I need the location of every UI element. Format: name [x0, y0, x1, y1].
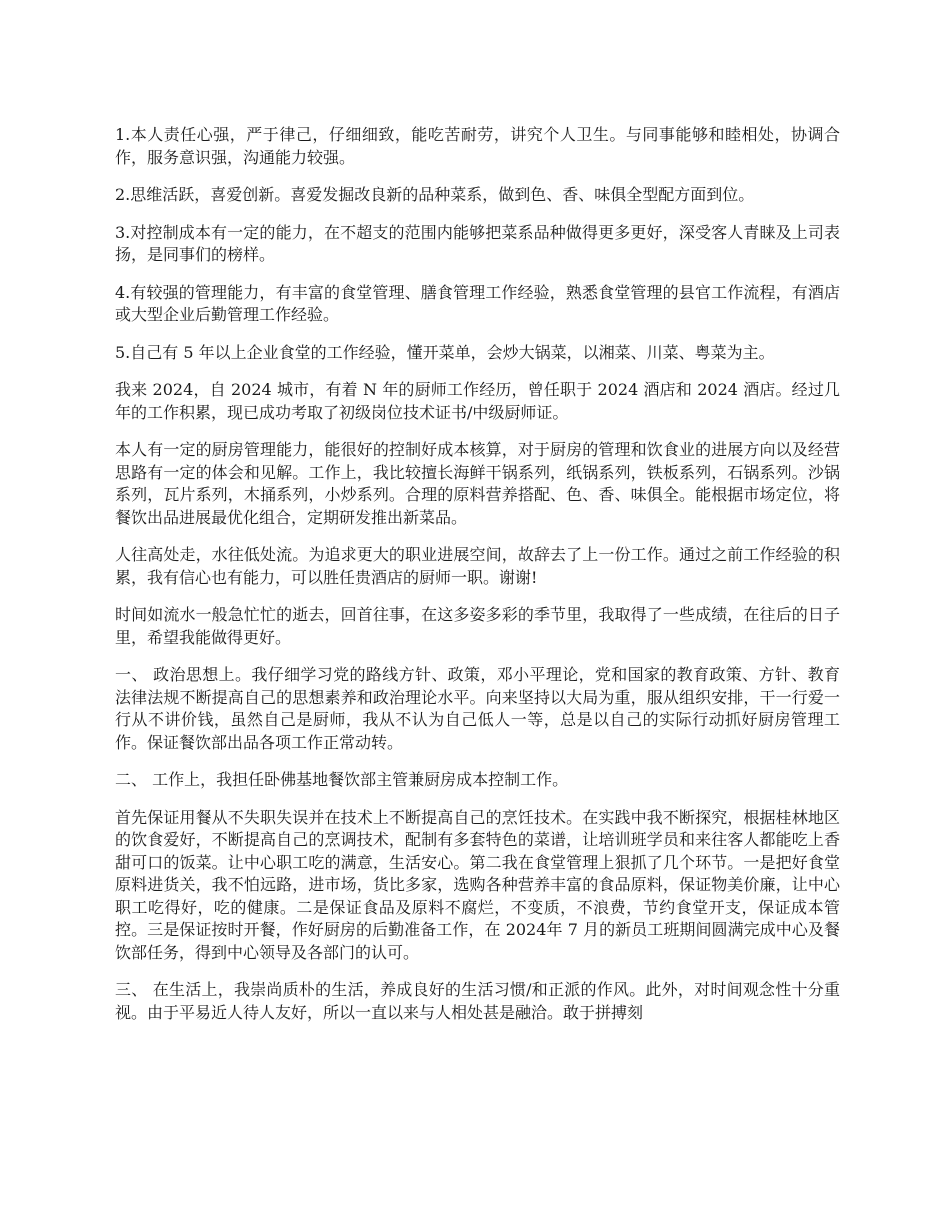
- paragraph-political-thought: 一、 政治思想上。我仔细学习党的路线方针、政策，邓小平理论，党和国家的教育政策、方针、教育法律法规不断提高自己的思想素养和政治理论水平。向来坚持以大局为重，服从组织安排，干一行爱一行从不讲价钱，虽然自己是厨师，我从不认为自己低人一等，总是以自己的实际行动抓好厨房管理工作。保证餐饮部出品各项工作正常动转。: [115, 665, 840, 752]
- paragraph-career-goal: 人往高处走，水往低处流。为追求更大的职业进展空间，故辞去了上一份工作。通过之前工作经验的积累，我有信心也有能力，可以胜任贵酒店的厨师一职。谢谢!: [115, 545, 840, 587]
- paragraph-strength-5: 5.自己有 5 年以上企业食堂的工作经验，懂开菜单，会炒大锅菜，以湘菜、川菜、粤菜为主。: [115, 342, 775, 362]
- paragraph-life: 三、 在生活上，我崇尚质朴的生活，养成良好的生活习惯/和正派的作风。此外，对时间观念性十分重视。由于平易近人待人友好，所以一直以来与人相处甚是融洽。敢于拼搏刻: [115, 980, 840, 1022]
- paragraph-strength-3: 3.对控制成本有一定的能力，在不超支的范围内能够把菜系品种做得更多更好，深受客人青睐及上司表扬，是同事们的榜样。: [115, 222, 840, 264]
- paragraph-kitchen-management: 本人有一定的厨房管理能力，能很好的控制好成本核算，对于厨房的管理和饮食业的进展方向以及经营思路有一定的体会和见解。工作上，我比较擅长海鲜干锅系列，纸锅系列，铁板系列，石锅系列。沙锅系列，瓦片系列，木捅系列，小炒系列。合理的原料营养搭配、色、香、味俱全。能根据市场定位，将餐饮出品进展最优化组合，定期研发推出新菜品。: [115, 440, 840, 527]
- paragraph-strength-2: 2.思维活跃，喜爱创新。喜爱发掘改良新的品种菜系，做到色、香、味俱全型配方面到位。: [115, 185, 755, 204]
- paragraph-work-details: 首先保证用餐从不失职失误并在技术上不断提高自己的烹饪技术。在实践中我不断探究，根据桂林地区的饮食爱好，不断提高自己的烹调技术，配制有多套特色的菜谱，让培训班学员和来往客人都能吃上香甜可口的饭菜。让中心职工吃的满意，生活安心。第二我在食堂管理上狠抓了几个环节。一是把好食堂原料进货关，我不怕远路，进市场，货比多家，选购各种营养丰富的食品原料，保证物美价廉，让中心职工吃得好，吃的健康。二是保证食品及原料不腐烂，不变质，不浪费，节约食堂开支，保证成本管控。三是保证按时开餐，作好厨房的后勤准备工作，在 2024年 7 月的新员工班期间圆满完成中心及餐饮部任务，得到中心领导及各部门的认可。: [115, 807, 840, 962]
- document-body: [115, 124, 840, 1024]
- paragraph-summary-intro: 时间如流水一般急忙忙的逝去，回首往事，在这多姿多彩的季节里，我取得了一些成绩，在往后的日子里，希望我能做得更好。: [115, 605, 840, 647]
- paragraph-strength-1: 1.本人责任心强，严于律己，仔细细致，能吃苦耐劳，讲究个人卫生。与同事能够和睦相处，协调合作，服务意识强，沟通能力较强。: [115, 125, 840, 167]
- paragraph-work-heading: 二、 工作上，我担任卧佛基地餐饮部主管兼厨房成本控制工作。: [115, 770, 569, 789]
- paragraph-strength-4: 4.有较强的管理能力，有丰富的食堂管理、膳食管理工作经验，熟悉食堂管理的县官工作流程，有酒店或大型企业后勤管理工作经验。: [115, 282, 840, 324]
- paragraph-intro: 我来 2024，自 2024 城市，有着 N 年的厨师工作经历，曾任职于 2024 酒店和 2024 酒店。经过几年的工作积累，现已成功考取了初级岗位技术证书/中级厨师证。: [115, 380, 840, 422]
